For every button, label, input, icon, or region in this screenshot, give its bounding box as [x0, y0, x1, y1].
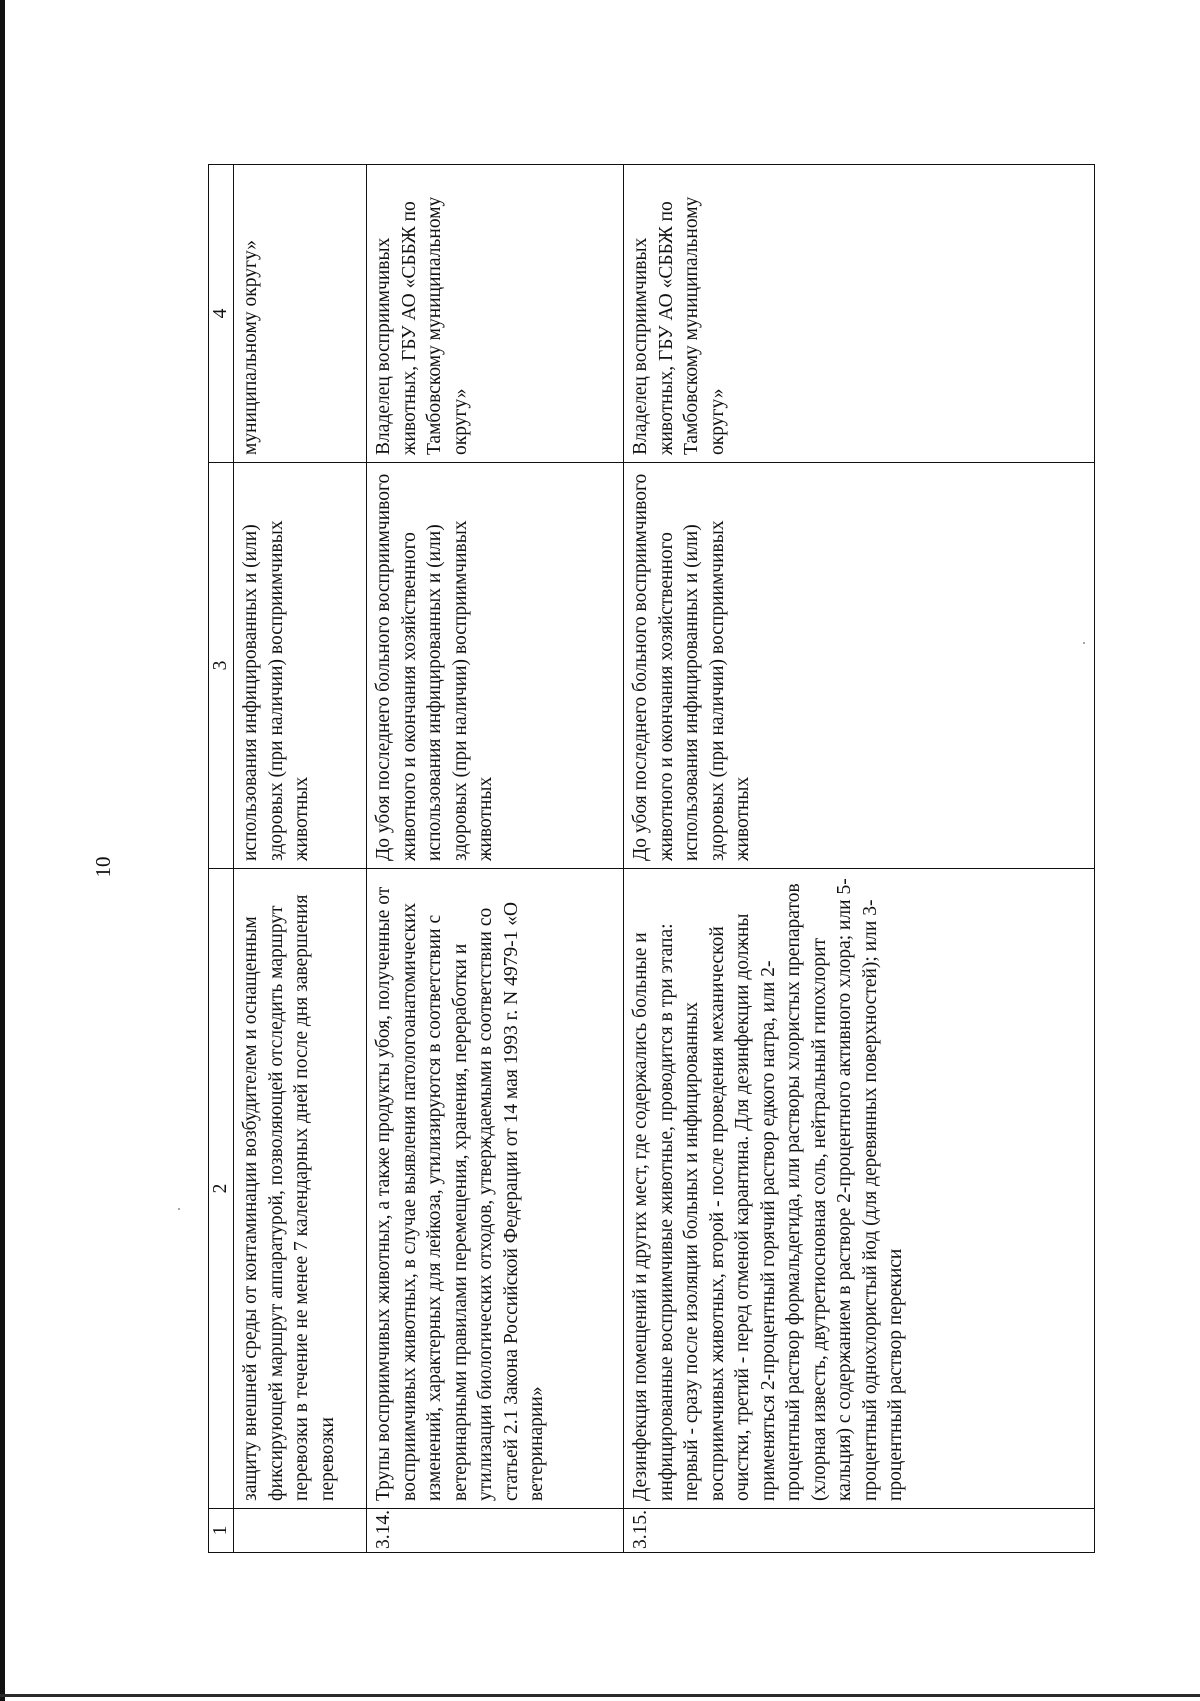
measure-cell: Дезинфекция помещений и других мест, где содержались больные и инфицированные восприимчивые животные, проводится в три этапа: первый - сразу после изоляции больных и инфицированных восприимчивых животных, второй - после проведения механической очистки, третий - перед отменой карантина. Для дезинфекции должны применяться 2-процентный горячий раствор едкого натра, или 2-процентный раствор формальдегида, или растворы хлористых препаратов (хлорная известь, двутретиосновная соль, нейтральный гипохлорит кальция) с содержанием в растворе 2-процентного активного хлора; или 5-процентный однохлористый йод (для деревянных поверхностей); или 3-процентный раствор перекиси [624, 869, 1095, 1509]
responsible-cell: Владелец восприимчивых животных, ГБУ АО «СББЖ по Тамбовскому муниципальному округу» [624, 165, 1095, 463]
scan-left-edge [0, 0, 5, 1701]
column-header: 3 [209, 463, 234, 869]
page-number: 10 [91, 856, 115, 878]
responsible-cell: Владелец восприимчивых животных, ГБУ АО «СББЖ по Тамбовскому муниципальному округу» [367, 165, 624, 463]
scan-bottom-edge [0, 1694, 1200, 1697]
table-row [234, 165, 367, 1553]
table-row [367, 165, 624, 1553]
table-row [624, 165, 1095, 1553]
term-cell: До убоя последнего больного восприимчивого животного и окончания хозяйственного использования инфицированных и (или) здоровых (при наличии) восприимчивых животных [624, 463, 1095, 869]
row-number: 3.14. [367, 1509, 624, 1553]
column-header: 1 [209, 1509, 234, 1553]
measure-cell: защиту внешней среды от контаминации возбудителем и оснащенным фиксирующей маршрут аппаратурой, позволяющей отследить маршрут перевозки в течение не менее 7 календарных дней после дня завершения перевозки [234, 869, 367, 1509]
responsible-cell: муниципальному округу» [234, 165, 367, 463]
measures-table [208, 164, 1095, 1553]
column-header: 4 [209, 165, 234, 463]
term-cell: До убоя последнего больного восприимчивого животного и окончания хозяйственного использования инфицированных и (или) здоровых (при наличии) восприимчивых животных [367, 463, 624, 869]
measure-cell: Трупы восприимчивых животных, а также продукты убоя, полученные от восприимчивых животных, в случае выявления патологоанатомических изменений, характерных для лейкоза, утилизируются в соответствии с ветеринарными правилами перемещения, хранения, переработки и утилизации биологических отходов, утверждаемыми в соответствии со статьей 2.1 Закона Российской Федерации от 14 мая 1993 г. N 4979-1 «О ветеринарии» [367, 869, 624, 1509]
term-cell: использования инфицированных и (или) здоровых (при наличии) восприимчивых животных [234, 463, 367, 869]
column-header: 2 [209, 869, 234, 1509]
header-row [209, 165, 234, 1553]
row-number [234, 1509, 367, 1553]
row-number: 3.15. [624, 1509, 1095, 1553]
rotated-page [208, 165, 1095, 1553]
scan-speck [178, 1208, 180, 1210]
